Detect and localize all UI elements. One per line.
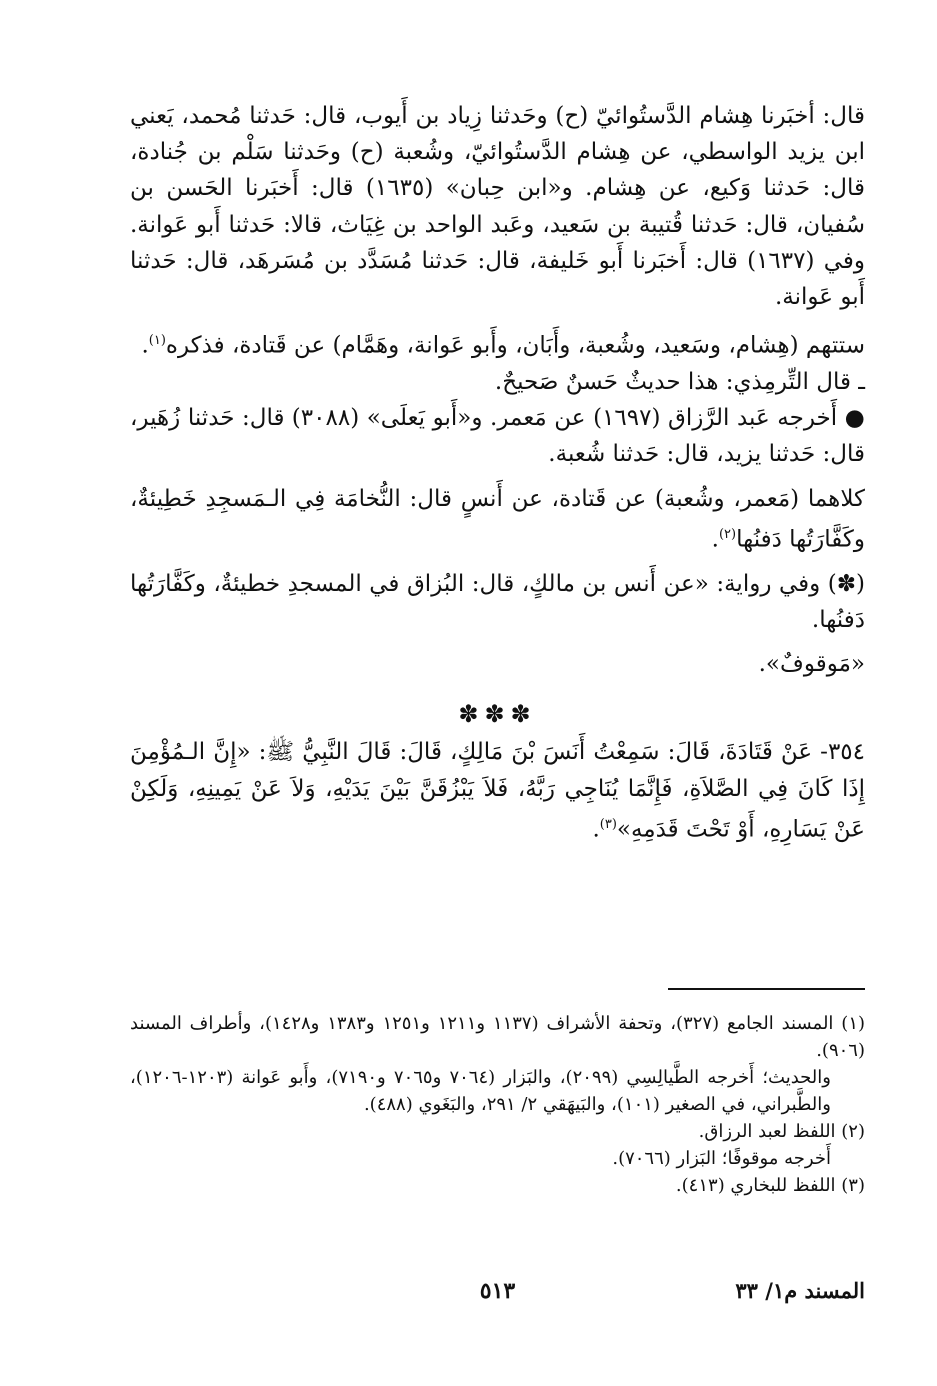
paragraph-abdurrazzaq: ● أَخرجه عَبد الرَّزاق (١٦٩٧) عن مَعمر. و«أَبو يَعلَى» (٣٠٨٨) قال: حَدثنا زُهَير، قال: حَدثنا يزيد، قال: حَدثنا شُعبة. — [130, 405, 865, 468]
footnote-1-continued: والحديث؛ أَخرجه الطَّيالِسِي (٢٠٩٩)، والبَزار (٧٠٦٤ و٧٠٦٥ و٧١٩٠)، وأَبو عَوانة (١٢٠٣-١٢٠٦)، والطَّبراني، في الصغير (١٠١)، والبَيهَقي ٢/ ٢٩١، والبَغَوي (٤٨٨). — [130, 1067, 831, 1115]
paragraph-isnad: قال: أخبَرنا هِشام الدَّستُوائيّ (ح) وحَدثنا زِياد بن أَيوب، قال: حَدثنا مُحمد، يَعني ابن يزيد الواسطي، عن هِشام الدَّستُوائيّ، وشُعبة (ح) وحَدثنا سَلْم بن جُنادة، قال: حَدثنا وَكيع، عن هِشام. و«ابن حِبان» (١٦٣٥) قال: أَخبَرنا الحَسن بن سُفيان، قال: حَدثنا قُتيبة بن سَعيد، وعَبد الواحد بن غِيَاث، قالا: حَدثنا أَبو عَوانة. وفي (١٦٣٧) قال: أَخبَرنا أَبو خَليفة، قال: حَدثنا مُسَدَّد بن مُسَرهَد، قال: حَدثنا أَبو عَوانة. — [130, 103, 865, 311]
paragraph-riwaya: (✽) وفي رواية: «عن أَنس بن مالكٍ، قال: البُزاق في المسجدِ خطيئةٌ، وكَفَّارَتُها دَفنُها. — [130, 570, 865, 633]
footnote-2-continued: أَخرجه موقوفًا؛ البَزار (٧٠٦٦). — [612, 1148, 831, 1169]
hadith-end: . — [592, 816, 600, 843]
footnote-2: (٢) اللفظ لعبد الرزاق. — [698, 1121, 865, 1142]
footnote-ref-3: (٣) — [599, 816, 617, 832]
section-separator: ✽✽✽ — [458, 700, 537, 729]
main-text — [130, 98, 865, 848]
footnote-divider — [668, 988, 865, 990]
paragraph-text: كلاهما (مَعمر، وشُعبة) عن قَتادة، عن أَنسٍ قال: النُّخامَة فِي الـمَسجِدِ خَطِيئةٌ، وكَفَّارَتُها دَفنُها$^{(٢)}$. — [130, 485, 865, 553]
page-footer — [130, 1278, 865, 1318]
footnote-ref-2: (٢) — [718, 526, 737, 542]
matn-text: كلاهما (مَعمر، وشُعبة) عن قَتادة، عن أَنسٍ قال: النُّخامَة فِي الـمَسجِدِ خَطِيئةٌ، وكَفَّارَتُها دَفنُها — [130, 485, 865, 553]
hadith-354 — [130, 734, 865, 847]
paragraph-summary: ستتهم (هِشام، وسَعيد، وشُعبة، وأَبَان، وأَبو عَوانة، وهَمَّام) عن قَتادة، فذكره$^{(١)}$. — [141, 332, 865, 359]
page-number: ٥١٣ — [479, 1278, 516, 1304]
footnote-1: (١) المسند الجامع (٣٢٧)، وتحفة الأشراف (١١٣٧ و١٢١١ و١٢٥١ و١٣٨٣ و١٤٢٨)، وأطراف المسند (٩٠٦). — [130, 1013, 866, 1061]
volume-signature: المسند م١/ ٣٣ — [735, 1278, 865, 1303]
paragraph-mawquf: «مَوقوفٌ». — [758, 651, 865, 678]
footnote-3: (٣) اللفظ للبخاري (٤١٣). — [675, 1175, 865, 1196]
footnotes — [130, 1010, 865, 1199]
paragraph-tirmidhi: ـ قال التِّرمِذي: هذا حديثٌ حَسنٌ صَحيحٌ. — [494, 369, 865, 396]
hadith-text: ٣٥٤- عَنْ قَتَادَةَ، قَالَ: سَمِعْتُ أَنَسَ بْنَ مَالِكٍ، قَالَ: قَالَ النَّبِيُّ ﷺ: «إِنَّ الـمُؤْمِنَ إِذَا كَانَ فِي الصَّلاَةِ، فَإِنَّمَا يُنَاجِي رَبَّهُ، فَلاَ يَبْزُقَنَّ بَيْنَ يَدَيْهِ، وَلاَ عَنْ يَمِينِهِ، وَلَكِنْ عَنْ يَسَارِهِ، أَوْ تَحْتَ قَدَمِهِ» — [130, 739, 865, 843]
footnote-ref-1: (١) — [148, 333, 166, 349]
summary-text: ستتهم (هِشام، وسَعيد، وشُعبة، وأَبَان، وأَبو عَوانة، وهَمَّام) عن قَتادة، فذكره — [165, 332, 865, 359]
